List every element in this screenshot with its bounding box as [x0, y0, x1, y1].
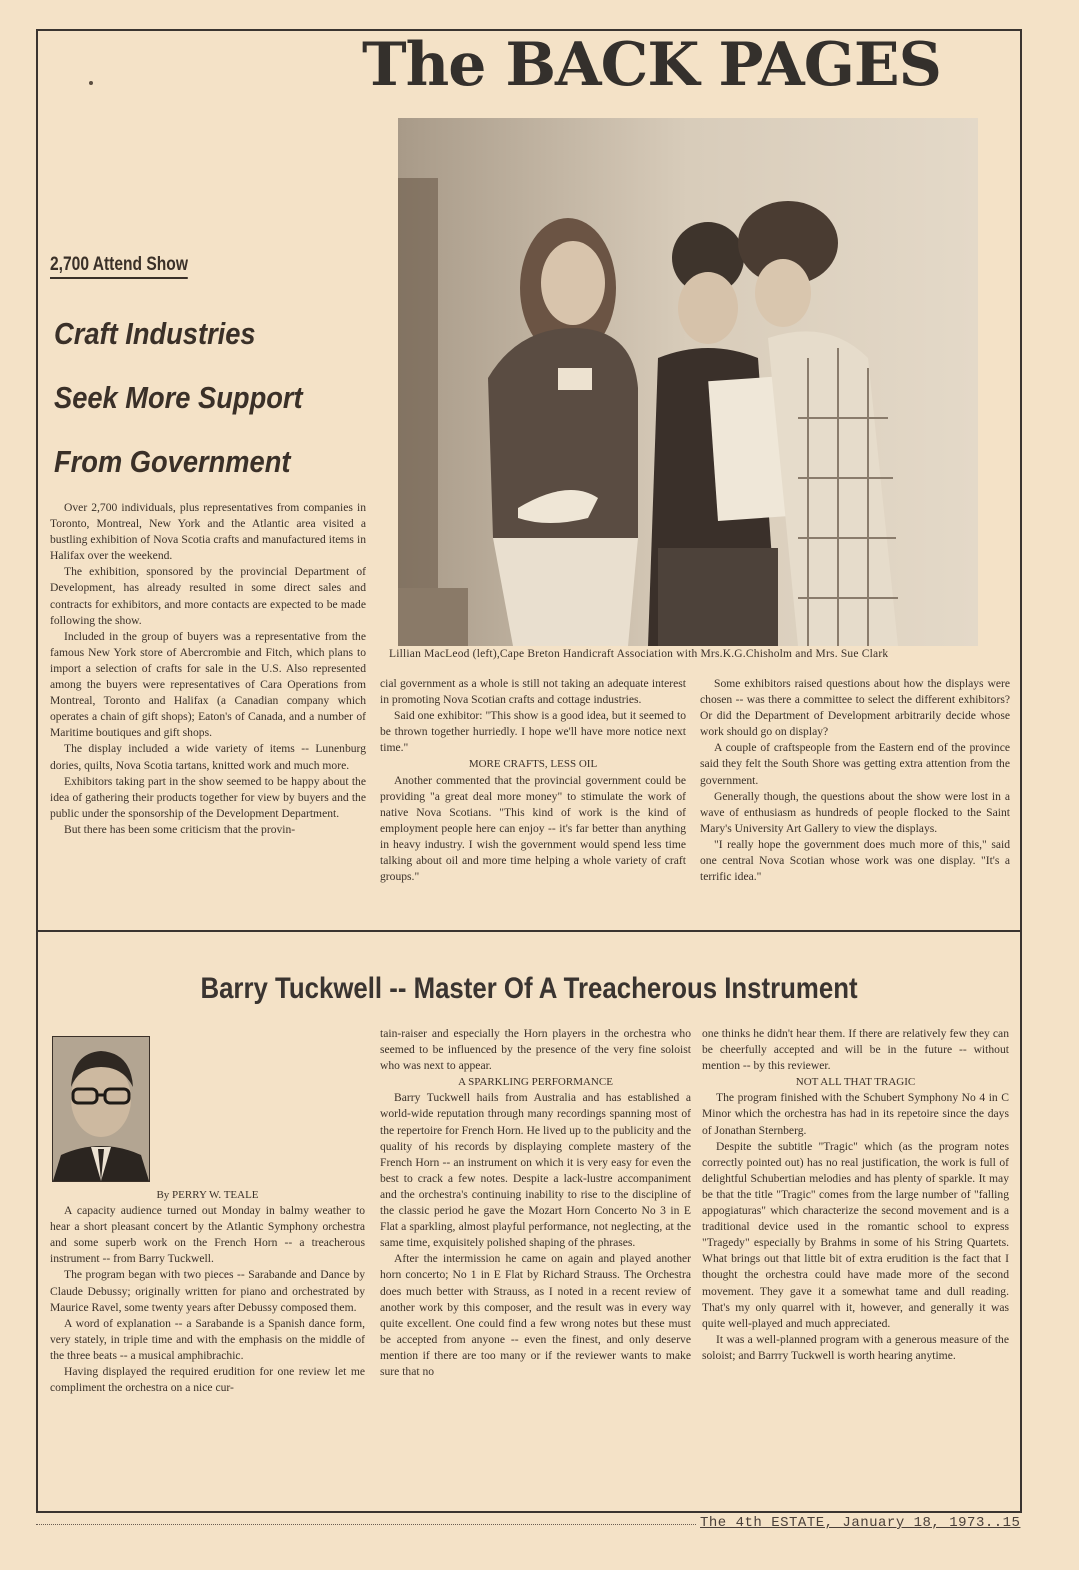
paragraph: cial government as a whole is still not taking an adequate interest in promoting Nova Scotian crafts and cottage industries.: [380, 677, 686, 707]
paragraph: The exhibition, sponsored by the provincial Department of Development, has already resulted in some direct sales and contracts for exhibitors, and more contacts are expected to be made following the show.: [50, 565, 366, 627]
paragraph: Despite the subtitle "Tragic" which (as the program notes correctly pointed out) has no real justification, the work is full of delightful Schubertian melodies and has plenty of sparkle. It may be that the title "Tragic" comes from the large number of "falling appogiaturas" which characterize the second movement and is a traditional device used in the romantic school to express "Tragedy" especially by Brahms in some of his String Quartets. What brings out that little bit of extra erudition is the fact that I thought the orchestra could have made more of the second movement. They gave it a somewhat tame and dull reading. That's my only quarrel with it, however, and generally it was quite well-played and much appreciated.: [702, 1139, 1009, 1330]
paragraph: Barry Tuckwell hails from Australia and has established a world-wide reputation through many recordings spanning most of the repertoire for French Horn. He lived up to the publicity and the quality of his records by displaying complete mastery of the French Horn -- an instrument on which it is very easy for even the best to crack a few notes. Despite a lack-lustre accompaniment and the orchestra's continuing inability to rise to the discipline of the classic period he gave the Mozart Horn Concerto No 3 in E Flat a sparkling, almost playful performance, not neglecting, at the same time, exquisitely polished shaping of the phrases.: [380, 1091, 691, 1250]
paragraph: Another commented that the provincial government could be providing "a great deal more money" to stimulate the work of native Nova Scotians. "This kind of work is the kind of employment people here can enjoy -- it's far better than anything in heavy industry. I wish the government would spend less time talking about oil and more time helping a whole variety of craft groups.": [380, 773, 686, 884]
craft-show-photo: [398, 118, 978, 646]
paragraph: A couple of craftspeople from the Eastern end of the province said they felt the South Shore was getting extra attention from the government.: [700, 741, 1010, 787]
paragraph: Over 2,700 individuals, plus representatives from companies in Toronto, Montreal, New York and the Atlantic area visited a bustling exhibition of Nova Scotia crafts and manufactured items in Halifax over the weekend.: [50, 501, 366, 563]
paragraph: one thinks he didn't hear them. If there are relatively few they can be cheerfully accepted and will be in the future -- without mention -- by this reviewer.: [702, 1027, 1009, 1073]
subheading: NOT ALL THAT TRAGIC: [795, 1076, 916, 1089]
paragraph: "I really hope the government does much more of this," said one central Nova Scotian whose work was one display. "It's a terrific idea.": [700, 837, 1010, 884]
article2-column-3: [702, 1026, 1009, 1364]
footer-rule: [36, 1524, 696, 1525]
article1-kicker: 2,700 Attend Show: [50, 254, 188, 279]
paragraph: tain-raiser and especially the Horn players in the orchestra who seemed to be influenced by the presence of the very fine soloist who was next to appear.: [380, 1027, 691, 1073]
article1-headline-line3: From Government: [54, 444, 291, 479]
article1-column-3: [700, 676, 1010, 885]
speck: [89, 81, 93, 85]
byline: By PERRY W. TEALE: [156, 1189, 259, 1201]
paragraph: Exhibitors taking part in the show seemed to be happy about the idea of gathering their products together for view by buyers and the public under the sponsorship of the Development Department.: [50, 774, 366, 820]
paragraph: But there has been some criticism that the provin-: [64, 822, 296, 836]
paragraph: Included in the group of buyers was a representative from the famous New York store of Abercrombie and Fitch, which plans to import a selection of crafts for sale in the U.S. Also represented among the buyers were representatives of Cara Operations from Montreal, Toronto and Halifax (a Canadian company which operates a chain of gift shops); Eaton's of Canada, and a number of Maritime boutiques and gift shops.: [50, 629, 366, 740]
paragraph: Generally though, the questions about the show were lost in a wave of enthusiasm as hundreds of people flocked to the Saint Mary's University Art Gallery to view the displays.: [700, 789, 1010, 835]
paragraph: A word of explanation -- a Sarabande is a Spanish dance form, very stately, in triple time and with the emphasis on the middle of the three beats -- a musical amphibrachic.: [50, 1316, 365, 1362]
paragraph: A capacity audience turned out Monday in balmy weather to hear a short pleasant concert by the Atlantic Symphony orchestra and some superb work on the French Horn -- a treacherous instrument -- from Barry Tuckwell.: [50, 1204, 365, 1266]
article1-column-1: [50, 500, 366, 838]
paragraph: Some exhibitors raised questions about how the displays were chosen -- was there a committee to select the different exhibitors? Or did the Department of Development arbitrarily decide whose work should go on display?: [700, 677, 1010, 739]
subheading: A SPARKLING PERFORMANCE: [458, 1076, 613, 1089]
paragraph: After the intermission he came on again and played another horn concerto; No 1 in E Flat by Richard Strauss. The Orchestra does much better with Strauss, as I noted in a recent review of another work by this composer, and the result was in every way quite excellent. One could find a few wrong notes but these must be accepted from anyone -- even the finest, and only deserve mention if there are too many or if the reviewer wants to make sure that no: [380, 1252, 691, 1378]
paragraph: The program finished with the Schubert Symphony No 4 in C Minor which the orchestra has had in its repetoire since the days of Jonathan Sternberg.: [702, 1091, 1009, 1137]
paragraph: Having displayed the required erudition for one review let me compliment the orchestra on a nice cur-: [50, 1365, 365, 1395]
portrait-illustration: [53, 1037, 149, 1181]
article1-headline-line1: Craft Industries: [54, 316, 256, 351]
paragraph: It was a well-planned program with a generous measure of the soloist; and Barrry Tuckwell is worth hearing anytime.: [702, 1332, 1009, 1362]
article2-column-1: [50, 1187, 365, 1396]
section-divider: [36, 930, 1022, 932]
page-footer: The 4th ESTATE, January 18, 1973..15: [700, 1515, 1021, 1531]
article2-column-2: [380, 1026, 691, 1380]
article2-headline: Barry Tuckwell -- Master Of A Treacherous Instrument: [200, 972, 858, 1005]
author-portrait: [52, 1036, 150, 1182]
article1-headline-line2: Seek More Support: [54, 380, 303, 415]
subheading: MORE CRAFTS, LESS OIL: [468, 758, 598, 771]
photo-caption: Lillian MacLeod (left),Cape Breton Handicraft Association with Mrs.K.G.Chisholm and Mrs. Sue Clark: [389, 648, 889, 660]
paragraph: The program began with two pieces -- Sarabande and Dance by Claude Debussy; originally written for piano and orchestrated by Maurice Ravel, some twenty years after Debussy composed them.: [50, 1268, 365, 1314]
photo-illustration: [398, 118, 978, 646]
paragraph: The display included a wide variety of items -- Lunenburg dories, quilts, Nova Scotia tartans, knitted work and much more.: [50, 742, 366, 772]
paragraph: Said one exhibitor: "This show is a good idea, but it seemed to be thrown together hurriedly. I hope we'll have more notice next time.": [380, 709, 686, 755]
article1-column-2: [380, 676, 686, 885]
masthead-title: The BACK PAGES: [362, 30, 941, 100]
